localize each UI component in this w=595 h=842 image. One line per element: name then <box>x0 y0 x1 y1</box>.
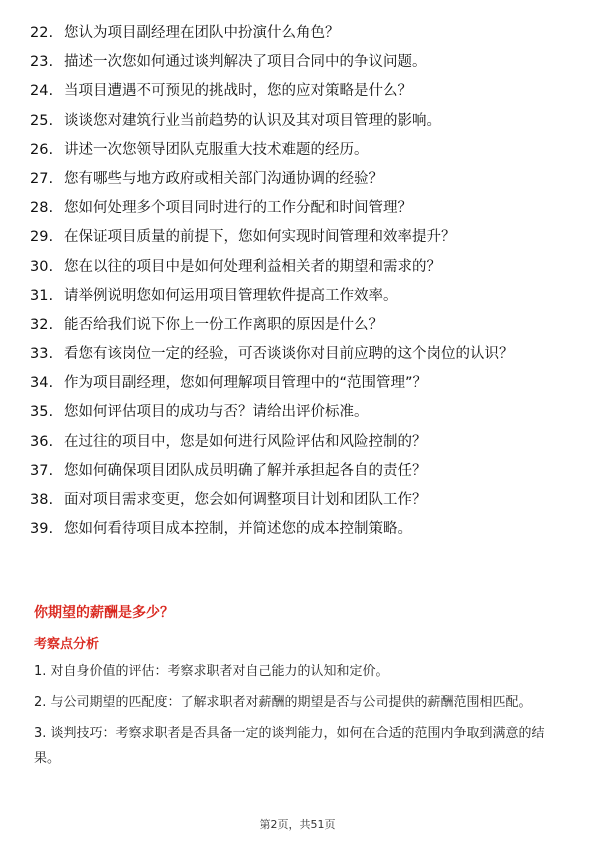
question-number: 34. <box>30 375 54 392</box>
question-item <box>30 226 570 248</box>
question-text: 能否给我们说下你上一份工作离职的原因是什么？ <box>64 316 383 333</box>
page-number-footer: 第2页，共51页 <box>259 818 336 831</box>
analysis-point: 3. 谈判技巧：考察求职者是否具备一定的谈判能力，如何在合适的范围内争取到满意的结果。 <box>34 726 545 766</box>
question-text: 当项目遭遇不可预见的挑战时，您的应对策略是什么？ <box>64 83 412 100</box>
question-item <box>30 460 570 482</box>
question-item <box>30 110 570 132</box>
question-item <box>30 431 570 453</box>
question-text: 您认为项目副经理在团队中扮演什么角色？ <box>64 25 340 41</box>
question-text: 您如何处理多个项目同时进行的工作分配和时间管理？ <box>64 200 412 217</box>
question-number: 24. <box>30 83 54 100</box>
analysis-point: 2. 与公司期望的匹配度：了解求职者对薪酬的期望是否与公司提供的薪酬范围相匹配。 <box>34 695 532 710</box>
analysis-list <box>34 659 564 777</box>
analysis-heading: 考察点分析 <box>34 637 100 652</box>
question-item <box>30 285 570 307</box>
question-number: 38. <box>30 492 54 508</box>
question-item <box>30 314 570 336</box>
question-text: 请举例说明您如何运用项目管理软件提高工作效率。 <box>64 287 398 304</box>
question-item <box>30 22 570 44</box>
question-text: 谈谈您对建筑行业当前趋势的认识及其对项目管理的影响。 <box>64 112 441 129</box>
question-text: 在保证项目质量的前提下，您如何实现时间管理和效率提升？ <box>64 229 456 246</box>
question-text: 描述一次您如何通过谈判解决了项目合同中的争议问题。 <box>64 54 427 71</box>
question-number: 30. <box>30 258 54 275</box>
question-item <box>30 51 570 73</box>
question-number: 23. <box>30 54 54 71</box>
question-number: 32. <box>30 316 54 333</box>
question-list <box>30 22 570 547</box>
question-text: 作为项目副经理，您如何理解项目管理中的“范围管理”？ <box>64 375 428 392</box>
question-item <box>30 343 570 365</box>
question-text: 您有哪些与地方政府或相关部门沟通协调的经验？ <box>64 170 383 187</box>
question-number: 29. <box>30 229 54 246</box>
question-number: 37. <box>30 462 54 479</box>
question-number: 27. <box>30 170 54 187</box>
question-text: 在过往的项目中，您是如何进行风险评估和风险控制的？ <box>64 433 427 450</box>
salary-question-heading: 你期望的薪酬是多少？ <box>34 605 174 621</box>
question-text: 面对项目需求变更，您会如何调整项目计划和团队工作？ <box>64 492 427 508</box>
question-number: 25. <box>30 112 54 129</box>
question-number: 22. <box>30 25 54 41</box>
question-item <box>30 489 570 511</box>
question-item <box>30 139 570 161</box>
question-number: 39. <box>30 521 54 538</box>
question-number: 28. <box>30 200 54 217</box>
question-number: 26. <box>30 141 54 158</box>
question-item <box>30 372 570 394</box>
question-item <box>30 256 570 278</box>
question-item <box>30 197 570 219</box>
question-item <box>30 401 570 423</box>
question-item <box>30 168 570 190</box>
question-number: 33. <box>30 346 54 363</box>
question-text: 您如何看待项目成本控制，并简述您的成本控制策略。 <box>64 521 412 538</box>
question-text: 看您有该岗位一定的经验，可否谈谈你对目前应聘的这个岗位的认识？ <box>64 346 514 363</box>
question-text: 您如何确保项目团队成员明确了解并承担起各自的责任？ <box>64 462 427 479</box>
question-text: 讲述一次您领导团队克服重大技术难题的经历。 <box>64 141 369 158</box>
question-number: 35. <box>30 404 54 421</box>
question-number: 36. <box>30 433 54 450</box>
question-item <box>30 80 570 102</box>
question-number: 31. <box>30 287 54 304</box>
question-item <box>30 518 570 540</box>
analysis-point: 1. 对自身价值的评估：考察求职者对自己能力的认知和定价。 <box>34 664 389 679</box>
question-text: 您在以往的项目中是如何处理利益相关者的期望和需求的？ <box>64 258 441 275</box>
question-text: 您如何评估项目的成功与否？请给出评价标准。 <box>64 404 369 421</box>
